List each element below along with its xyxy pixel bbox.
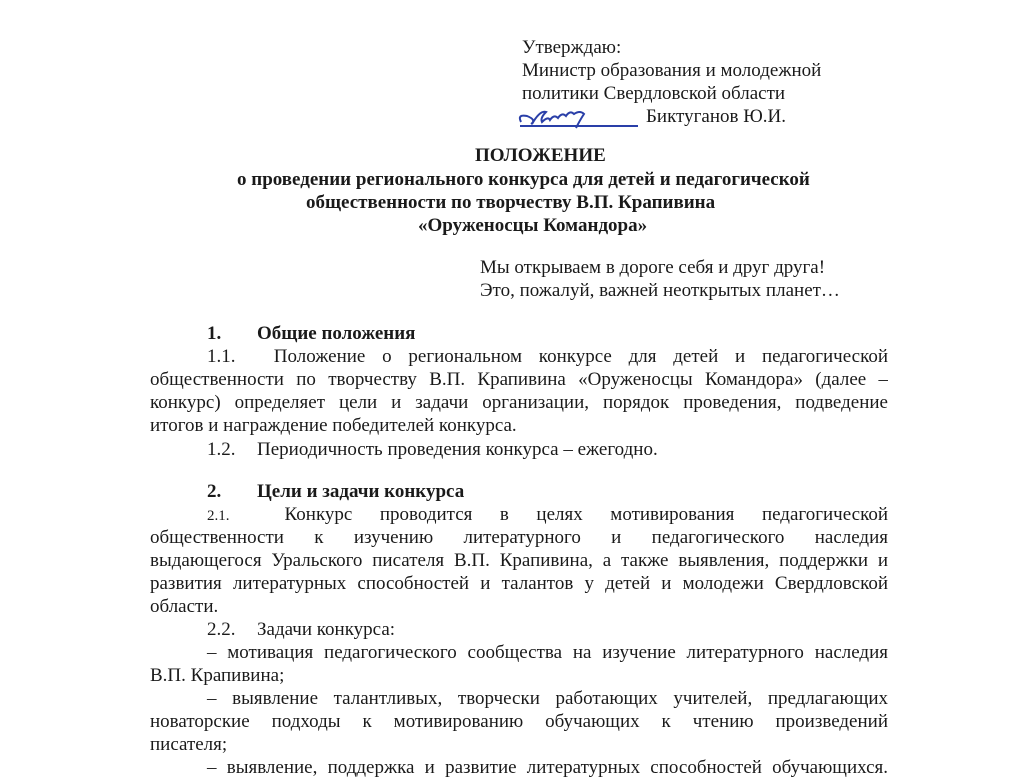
section-title: Цели и задачи конкурса — [257, 481, 465, 502]
paragraph-line — [150, 345, 888, 368]
signatory-name: Биктуганов Ю.И. — [646, 106, 786, 127]
subtitle-line: общественности по творчеству В.П. Крапивина — [306, 192, 716, 213]
clause-number: 1.1. — [207, 346, 236, 367]
list-item-line: – выявление, поддержка и развитие литературных способностей обучающихся. — [207, 757, 888, 778]
title-heading: ПОЛОЖЕНИЕ — [475, 145, 606, 166]
section-number: 1. — [207, 323, 222, 344]
paragraph-line: развития литературных способностей и талантов у детей и молодежи Свердловской — [150, 573, 888, 594]
paragraph-line — [207, 618, 395, 641]
list-item-line: новаторские подходы к мотивированию обучающих к чтению произведений — [150, 711, 888, 732]
paragraph-line — [207, 438, 658, 461]
section-title: Общие положения — [257, 323, 416, 344]
epigraph-line: Это, пожалуй, важней неоткрытых планет… — [480, 280, 840, 301]
list-item-line: – мотивация педагогического сообщества на изучение литературного наследия — [207, 642, 888, 663]
approval-position-line2: политики Свердловской области — [522, 83, 786, 104]
paragraph-line: области. — [150, 596, 219, 617]
paragraph-line: общественности по творчеству В.П. Крапивина «Оруженосцы Командора» (далее – — [150, 369, 888, 390]
subtitle-line: о проведении регионального конкурса для детей и педагогической — [237, 169, 810, 190]
clause-text: Положение о региональном конкурсе для детей и педагогической — [273, 346, 888, 367]
section-number: 2. — [207, 481, 222, 502]
clause-text: Задачи конкурса: — [257, 619, 396, 640]
paragraph-line: выдающегося Уральского писателя В.П. Крапивина, а также выявления, поддержки и — [150, 550, 888, 571]
approval-position-line1: Министр образования и молодежной — [522, 60, 822, 81]
section-heading — [207, 480, 464, 503]
paragraph-line: итогов и награждение победителей конкурса. — [150, 415, 517, 436]
subtitle-line: «Оруженосцы Командора» — [418, 215, 648, 236]
list-item-line: В.П. Крапивина; — [150, 665, 285, 686]
signature-image — [518, 104, 643, 138]
clause-number: 2.1. — [207, 508, 230, 524]
clause-number: 2.2. — [207, 619, 236, 640]
paragraph-line: конкурс) определяет цели и задачи организации, порядок проведения, подведение — [150, 392, 888, 413]
epigraph-line: Мы открываем в дороге себя и друг друга! — [480, 257, 826, 278]
clause-text: Конкурс проводится в целях мотивирования педагогической — [284, 504, 888, 525]
list-item-line: – выявление талантливых, творчески работающих учителей, предлагающих — [207, 688, 888, 709]
paragraph-line: общественности к изучению литературного и педагогического наследия — [150, 527, 888, 548]
section-heading — [207, 322, 415, 345]
approval-label: Утверждаю: — [522, 37, 622, 58]
paragraph-line — [150, 503, 888, 526]
clause-text: Периодичность проведения конкурса – ежегодно. — [257, 439, 658, 460]
clause-number: 1.2. — [207, 439, 236, 460]
list-item-line: писателя; — [150, 734, 228, 755]
